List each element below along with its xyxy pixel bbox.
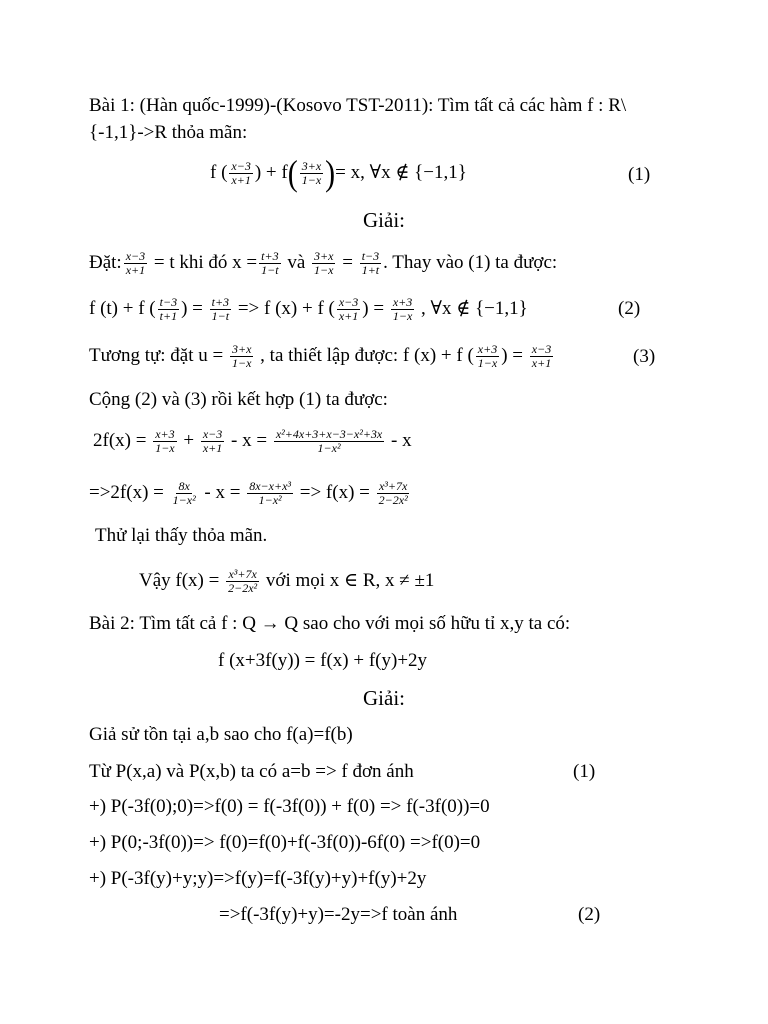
solution-heading-2: Giải: [363, 686, 405, 710]
problem2-line-1: Giả sử tồn tại a,b sao cho f(a)=f(b) [89, 724, 353, 745]
problem2-line-2: Từ P(x,a) và P(x,b) ta có a=b => f đơn ánh [89, 761, 414, 782]
equation-3: Tương tự: đặt u = $\frac{3+x}{1-x}$ , ta thiết lập được: f (x) + f ( $\frac{x+3}{1-x}$ ) = $\frac{x-3}{x+1}$ [89, 342, 552, 370]
problem2-line-6: =>f(-3f(y)+y)=-2y=>f toàn ánh [219, 904, 458, 925]
substitution-line: Đặt: $\frac{x-3}{x+1}$ = t khi đó x = $\frac{t+3}{1-t}$ và $\frac{3+x}{1-x}$ = $\frac{t-3}{1+t}$ . Thay vào (1) ta được: [89, 249, 558, 277]
conclusion-1: Vậy f(x) = $\frac{\text{x³+7x}}{\text{2−2x²}}$ với mọi x ∈ R, x ≠ ±1 [139, 567, 435, 595]
equation-2-tag: (2) [618, 298, 641, 319]
equation-4: 2f(x) = $\frac{x+3}{1-x}$ + $\frac{x-3}{x+1}$ - x = $\frac{\text{x²+4x+3+x−3−x²+3x}}{\text{1−x²}}$ - x [93, 427, 412, 455]
equation-3-tag: (3) [633, 346, 656, 367]
equation-1-tag: (1) [628, 164, 651, 185]
problem2-title: Bài 2: Tìm tất cả f : Q → Q sao cho với mọi số hữu tỉ x,y ta có: [89, 613, 571, 634]
problem2-line-4: +) P(0;-3f(0))=> f(0)=f(0)+f(-3f(0))-6f(0) =>f(0)=0 [89, 832, 481, 853]
problem2-line-2-tag: (1) [573, 761, 596, 782]
problem2-line-5: +) P(-3f(y)+y;y)=>f(y)=f(-3f(y)+y)+f(y)+2y [89, 868, 427, 889]
combine-text: Cộng (2) và (3) rồi kết hợp (1) ta được: [89, 389, 388, 410]
verification-text: Thử lại thấy thỏa mãn. [95, 525, 268, 546]
equation-2: f (t) + f ( $\frac{t-3}{t+1}$ ) = $\frac{t+3}{1-t}$ => f (x) + f ( $\frac{x-3}{x+1}$ ) = $\frac{x+3}{1-x}$ , ∀x ∉ {−1,1} [89, 295, 528, 323]
equation-5: =>2f(x) = $\frac{8x}{\text{1−x²}}$ - x = $\frac{\text{8x−x+x³}}{\text{1−x²}}$ => f(x) = $\frac{\text{x³+7x}}{\text{2−2x²}}$ [89, 479, 408, 507]
problem1-title-line2: {-1,1}->R thỏa mãn: [89, 122, 248, 143]
problem2-equation: f (x+3f(y)) = f(x) + f(y)+2y [218, 650, 428, 671]
equation-1: f ( $\frac{x-3}{x+1}$ ) + f( $\frac{3+x}{1-x}$ )= x, ∀x ∉ {−1,1} [210, 153, 467, 193]
solution-heading-1: Giải: [363, 208, 405, 232]
problem1-title-line1: Bài 1: (Hàn quốc-1999)-(Kosovo TST-2011): Tìm tất cả các hàm f : R\ [89, 95, 627, 116]
problem2-line-6-tag: (2) [578, 904, 601, 925]
problem2-line-3: +) P(-3f(0);0)=>f(0) = f(-3f(0)) + f(0) => f(-3f(0))=0 [89, 796, 490, 817]
